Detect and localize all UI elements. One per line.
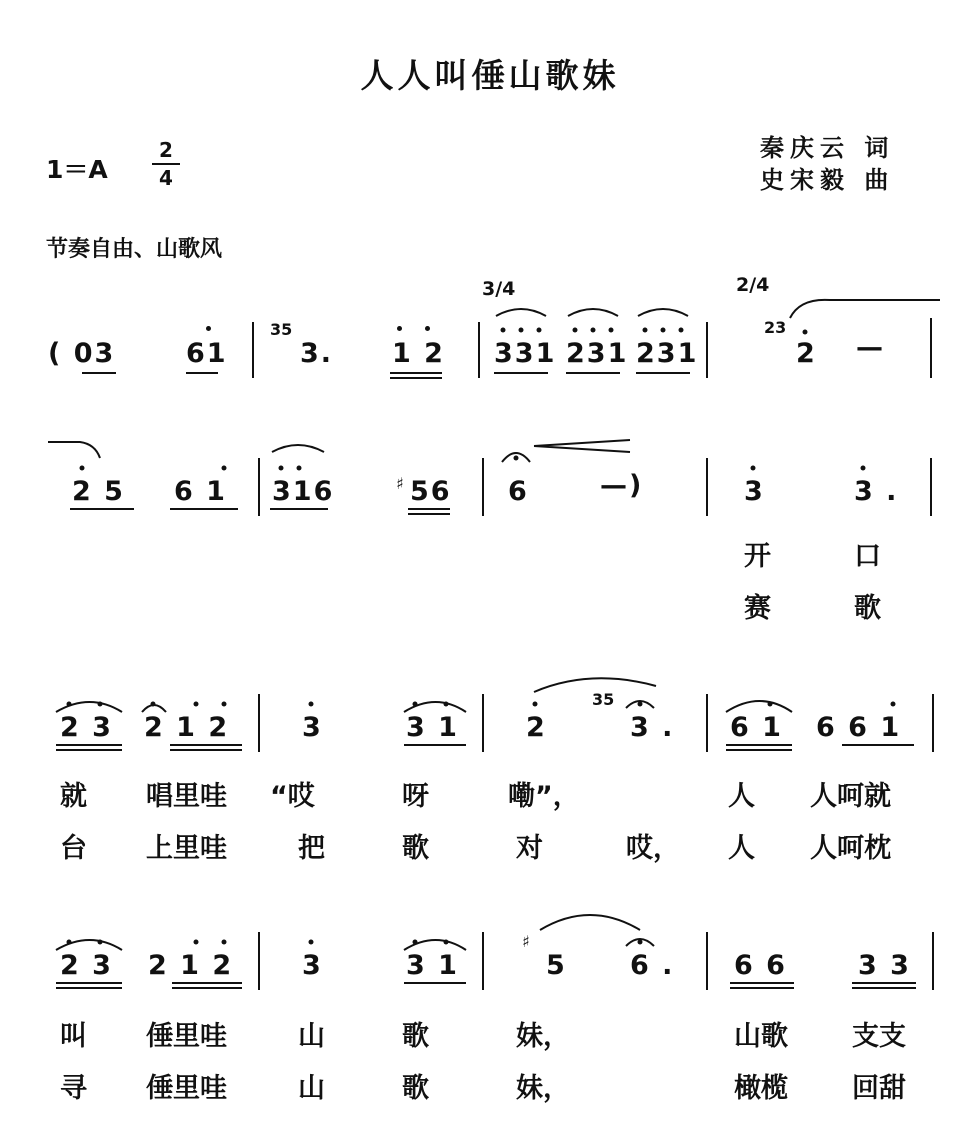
grace-notes: 35 <box>270 320 293 339</box>
lyric: 台 <box>60 833 87 864</box>
song-title: 人人叫倕山歌妹 <box>360 56 620 95</box>
lyric: 山歌 <box>734 1021 788 1052</box>
note: 3 <box>302 712 323 743</box>
note: 3 . <box>630 712 675 743</box>
grace-notes: 35 <box>592 690 615 709</box>
lyric: 山 <box>298 1021 325 1052</box>
note: 3 . <box>854 476 899 507</box>
lyric: 就 <box>60 781 87 812</box>
tie-slur <box>48 442 100 458</box>
time-signature-top: 2 <box>159 138 173 162</box>
note: 3 1 <box>406 712 459 743</box>
composer-credit: 史宋毅 曲 <box>760 166 895 194</box>
tie-slur <box>790 300 940 318</box>
lyricist-credit: 秦庆云 词 <box>760 134 895 162</box>
lyric: 歌 <box>854 593 881 624</box>
lyric: 支支 <box>852 1021 906 1052</box>
lyric: 人 <box>728 833 755 864</box>
decrescendo-icon <box>534 440 630 452</box>
note-triplet: 316 <box>272 476 335 507</box>
lyric: 妹， <box>516 1073 570 1104</box>
note: 5 <box>546 950 567 981</box>
slur <box>534 678 656 692</box>
note: 6 6 <box>734 950 787 981</box>
note: 3. <box>300 338 334 369</box>
triplet-slur <box>496 309 546 316</box>
note: 1 2 <box>392 338 445 369</box>
lyric: 人呵枕 <box>810 833 891 864</box>
triplet-slur <box>568 309 618 316</box>
note: 2 <box>796 338 817 369</box>
lyric: 呀 <box>402 781 429 812</box>
lyric: 对 <box>516 833 543 864</box>
meter-change-2-4: 2/4 <box>736 274 770 296</box>
note: 3 <box>744 476 765 507</box>
note: 61 <box>186 338 228 369</box>
dash-close-paren: —) <box>600 470 644 501</box>
lyric: 开 <box>744 541 771 572</box>
lyric: 唱里哇 <box>146 781 227 812</box>
note: 6 . <box>630 950 675 981</box>
note: 2 1 2 <box>144 712 230 743</box>
lyric: 上里哇 <box>146 833 227 864</box>
note-triplet: 231 <box>566 338 629 369</box>
note: 2 3 <box>60 712 113 743</box>
lyric: 叫 <box>60 1021 87 1052</box>
note: 56 <box>410 476 452 507</box>
note: ( 03 <box>48 338 116 369</box>
note: 2 1 2 <box>148 950 234 981</box>
note-triplet: 231 <box>636 338 699 369</box>
lyric: 倕里哇 <box>146 1021 227 1052</box>
lyric: 赛 <box>744 593 771 624</box>
slur <box>56 702 122 712</box>
note: 3 3 <box>858 950 911 981</box>
time-signature-bottom: 4 <box>159 166 173 190</box>
lyric: 哎， <box>626 833 680 864</box>
dash: — <box>856 332 885 363</box>
note: 3 <box>302 950 323 981</box>
slur <box>540 915 640 930</box>
note: 6 1 <box>730 712 783 743</box>
lyric: 口 <box>854 541 881 572</box>
lyric: “哎 <box>270 781 315 812</box>
key-signature: 1＝A <box>46 155 108 184</box>
lyric: 倕里哇 <box>146 1073 227 1104</box>
note: 6 <box>508 476 529 507</box>
meter-change-3-4: 3/4 <box>482 278 516 300</box>
slur <box>726 701 792 712</box>
note: 6 6 1 <box>816 712 902 743</box>
triplet-slur <box>638 309 688 316</box>
lyric: 山 <box>298 1073 325 1104</box>
note: 2 <box>526 712 547 743</box>
lyric: 妹， <box>516 1021 570 1052</box>
lyric: 回甜 <box>852 1073 906 1104</box>
note: 2 5 <box>72 476 125 507</box>
lyric: 橄榄 <box>734 1073 788 1104</box>
tempo-marking: 节奏自由、山歌风 <box>46 237 223 262</box>
lyric: 歌 <box>402 1021 429 1052</box>
slur <box>56 940 122 950</box>
note: 2 3 <box>60 950 113 981</box>
lyric: 嘞”， <box>508 781 580 812</box>
note: 6 1 <box>174 476 227 507</box>
triplet-slur <box>272 445 324 452</box>
lyric: 把 <box>298 833 325 864</box>
sharp-icon: ♯ <box>522 932 530 951</box>
lyric: 歌 <box>402 1073 429 1104</box>
sharp-icon: ♯ <box>396 474 404 493</box>
lyric: 歌 <box>402 833 429 864</box>
note-triplet: 331 <box>494 338 557 369</box>
lyric: 人呵就 <box>810 781 891 812</box>
lyric: 人 <box>728 781 755 812</box>
lyric: 寻 <box>60 1073 87 1104</box>
note: 3 1 <box>406 950 459 981</box>
grace-notes: 23 <box>764 318 787 337</box>
